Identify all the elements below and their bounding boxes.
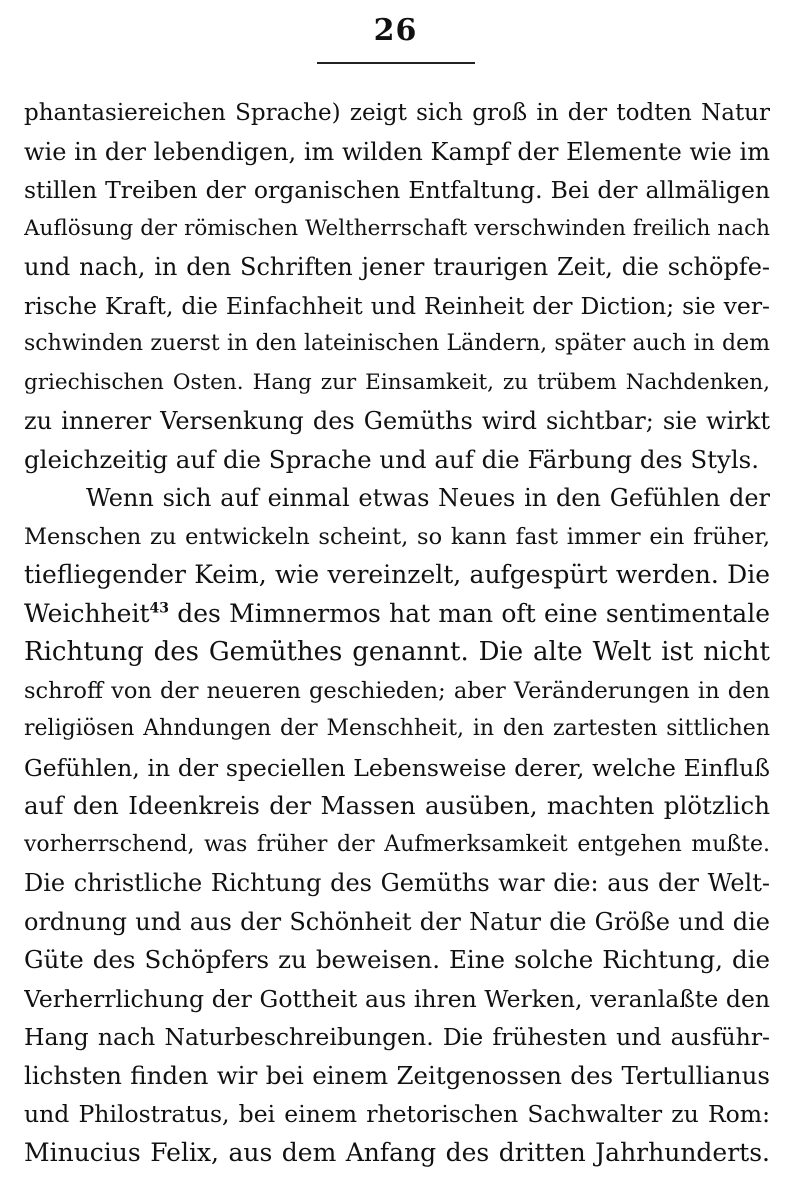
text-line: lichsten finden wir bei einem Zeitgenossen des Tertullianus [24, 1060, 770, 1090]
text-line: griechischen Osten. Hang zur Einsamkeit, zu trübem Nachdenken, [24, 369, 770, 395]
text-line: und Philostratus, bei einem rhetorischen Sachwalter zu Rom: [24, 1100, 770, 1128]
text-line: vorherrschend, was früher der Aufmerksamkeit entgehen mußte. [24, 831, 770, 857]
text-line: Güte des Schöpfers zu beweisen. Eine solche Richtung, die [24, 945, 770, 974]
text-line: Minucius Felix, aus dem Anfang des dritten Jahrhunderts. [24, 1137, 770, 1167]
text-line: rische Kraft, die Einfachheit und Reinheit der Diction; sie ver- [24, 291, 770, 320]
line-prefix-word: Weichheit [24, 598, 150, 628]
text-line: ordnung und aus der Schönheit der Natur die Größe und die [24, 907, 770, 936]
text-line: phantasiereichen Sprache) zeigt sich groß in der todten Natur [24, 100, 770, 126]
text-line: Richtung des Gemüthes genannt. Die alte Welt ist nicht [24, 637, 770, 667]
text-line: Die christliche Richtung des Gemüths war die: aus der Welt- [24, 869, 770, 897]
page-number: 26 [373, 13, 418, 48]
text-line: schroff von der neueren geschieden; aber Veränderungen in den [24, 677, 770, 704]
text-line: zu innerer Versenkung des Gemüths wird sichtbar; sie wirkt [24, 407, 770, 435]
text-line: Hang nach Naturbeschreibungen. Die frühesten und ausführ- [24, 1023, 770, 1051]
text-line: stillen Treiben der organischen Entfaltung. Bei der allmäligen [24, 176, 770, 204]
text-line: tiefliegender Keim, wie vereinzelt, aufgespürt werden. Die [24, 560, 770, 589]
line-remainder: des Mimnermos hat man oft eine sentimentale [177, 598, 770, 628]
text-line: wie in der lebendigen, im wilden Kampf der Elemente wie im [24, 137, 770, 166]
text-line: schwinden zuerst in den lateinischen Ländern, später auch in dem [24, 331, 770, 356]
text-line-paragraph-end: gleichzeitig auf die Sprache und auf die Färbung des Styls. [24, 444, 760, 474]
text-line: und nach, in den Schriften jener traurigen Zeit, die schöpfe- [24, 253, 770, 281]
text-line: Auflösung der römischen Weltherrschaft verschwinden freilich nach [24, 215, 770, 241]
body-text [24, 94, 770, 1172]
text-line-with-footnote [24, 595, 770, 634]
text-line: Gefühlen, in der speciellen Lebensweise derer, welche Einfluß [24, 753, 770, 782]
text-line: Menschen zu entwickeln scheint, so kann fast immer ein früher, [24, 523, 770, 550]
text-line: Verherrlichung der Gottheit aus ihren Werken, veranlaßte den [24, 984, 770, 1013]
text-line: auf den Ideenkreis der Massen ausüben, machten plötzlich [24, 791, 770, 820]
header-rule [317, 62, 475, 64]
text-line-paragraph-start: Wenn sich auf einmal etwas Neues in den Gefühlen der [86, 484, 770, 512]
footnote-reference[interactable]: 43 [149, 600, 169, 617]
text-line: religiösen Ahndungen der Menschheit, in den zartesten sittlichen [24, 716, 770, 741]
